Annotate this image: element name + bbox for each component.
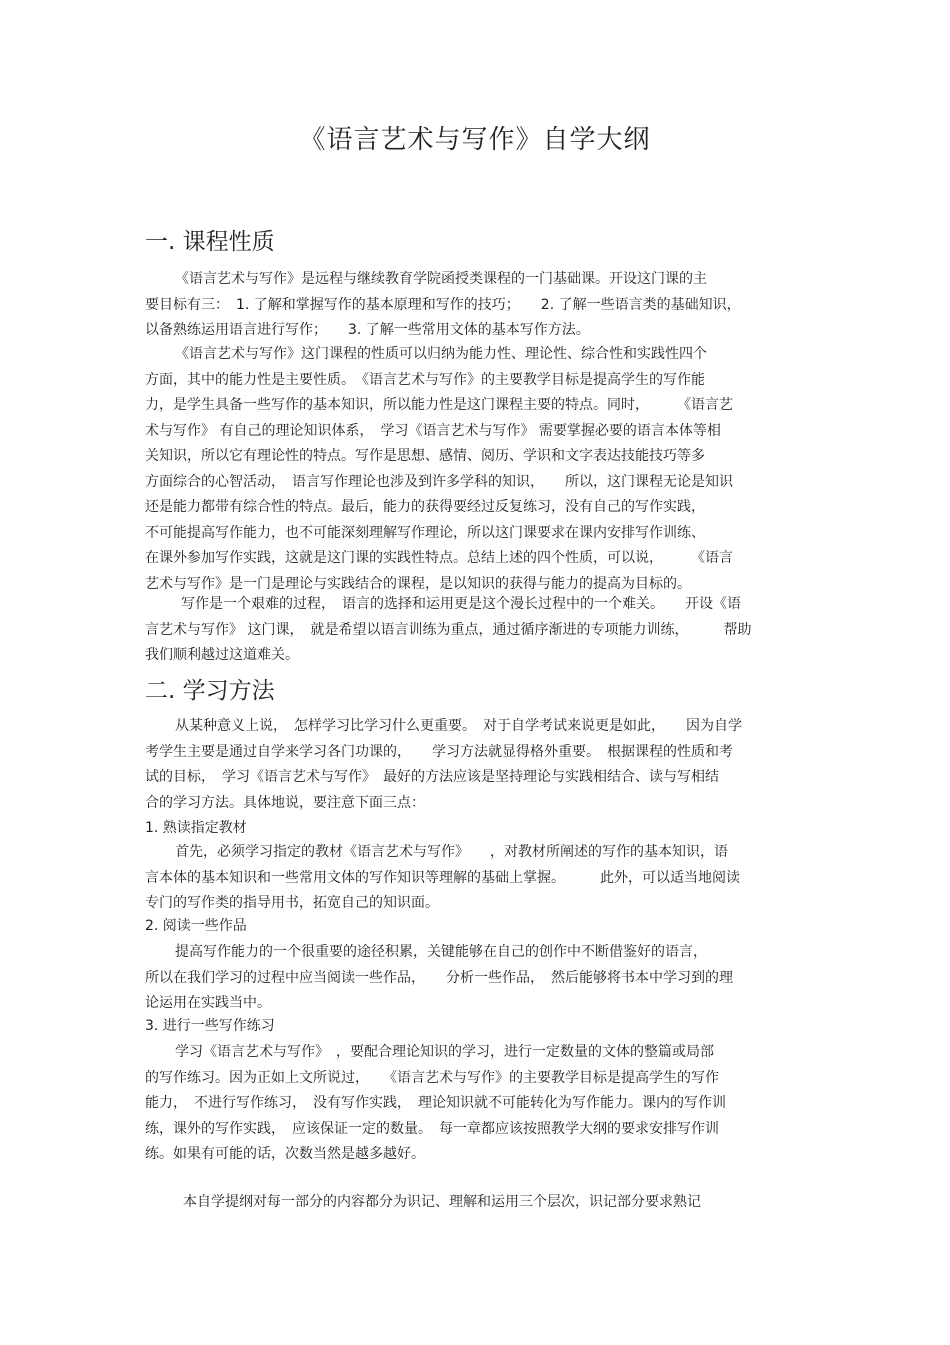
list-item-title-writing-practice: 3. 进行一些写作练习 xyxy=(145,1018,275,1034)
text-line: 学习《语言艺术与写作》 ，要配合理论知识的学习，进行一定数量的文体的整篇或局部 xyxy=(175,1044,714,1060)
text-line: 《语言艺术与写作》这门课程的性质可以归纳为能力性、理论性、综合性和实践性四个 xyxy=(175,346,707,362)
text-line: 写作是一个艰难的过程， 语言的选择和运用更是这个漫长过程中的一个难关。 开设《语 xyxy=(181,596,741,612)
text-line: 我们顺利越过这道难关。 xyxy=(145,647,299,663)
text-line: 以备熟练运用语言进行写作； 3. 了解一些常用文体的基本写作方法。 xyxy=(145,322,590,338)
text-line: 论运用在实践当中。 xyxy=(145,995,271,1011)
paragraph-closing xyxy=(145,1190,805,1216)
paragraph-writing-practice xyxy=(145,1040,805,1168)
text-line: 练。如果有可能的话，次数当然是越多越好。 xyxy=(145,1146,425,1162)
text-line: 所以在我们学习的过程中应当阅读一些作品， 分析一些作品， 然后能够将书本中学习到的理 xyxy=(145,969,733,986)
paragraph-writing-difficulty xyxy=(145,592,805,669)
text-line: 术与写作》 有自己的理论知识体系， 学习《语言艺术与写作》 需要掌握必要的语言本体等相 xyxy=(145,422,721,439)
paragraph-course-properties xyxy=(145,342,805,597)
text-line: 方面综合的心智活动， 语言写作理论也涉及到许多学科的知识， 所以，这门课程无论是知识 xyxy=(145,473,733,490)
text-line: 练，课外的写作实践， 应该保证一定的数量。 每一章都应该按照教学大纲的要求安排写作训 xyxy=(145,1120,719,1137)
text-line: 方面，其中的能力性是主要性质。 《语言艺术与写作》的主要教学目标是提高学生的写作能 xyxy=(145,371,705,388)
text-line: 能力， 不进行写作练习， 没有写作实践， 理论知识就不可能转化为写作能力。课内的写作训 xyxy=(145,1095,726,1111)
text-line: 试的目标， 学习《语言艺术与写作》 最好的方法应该是坚持理论与实践相结合、读与写相结 xyxy=(145,769,719,785)
paragraph-read-works xyxy=(145,940,805,1017)
text-line: 考学生主要是通过自学来学习各门功课的， 学习方法就显得格外重要。 根据课程的性质和考 xyxy=(145,743,733,760)
text-line: 专门的写作类的指导用书，拓宽自己的知识面。 xyxy=(145,895,439,911)
section-heading-study-method: 二. 学习方法 xyxy=(145,678,275,704)
text-line: 关知识，所以它有理论性的特点。写作是思想、感情、阅历、学识和文字表达技能技巧等多 xyxy=(145,448,705,464)
text-line: 还是能力都带有综合性的特点。最后，能力的获得要经过反复练习，没有自己的写作实践， xyxy=(145,499,705,515)
paragraph-read-textbook xyxy=(145,840,805,917)
text-line: 不可能提高写作能力，也不可能深刻理解写作理论，所以这门课要求在课内安排写作训练、 xyxy=(145,524,705,541)
text-line: 言艺术与写作》 这门课， 就是希望以语言训练为重点，通过循序渐进的专项能力训练， 帮助 xyxy=(145,621,752,638)
text-line: 在课外参加写作实践，这就是这门课的实践性特点。总结上述的四个性质，可以说， 《语言 xyxy=(145,550,733,566)
text-line: 《语言艺术与写作》是远程与继续教育学院函授类课程的一门基础课。开设这门课的主 xyxy=(175,271,707,287)
section-heading-course-nature: 一. 课程性质 xyxy=(145,229,275,255)
text-line: 从某种意义上说， 怎样学习比学习什么更重要。 对于自学考试来说更是如此， 因为自学 xyxy=(175,718,742,734)
text-line: 要目标有三： 1. 了解和掌握写作的基本原理和写作的技巧； 2. 了解一些语言类的基础知识， xyxy=(145,296,741,313)
list-item-title-read-works: 2. 阅读一些作品 xyxy=(145,918,247,934)
text-line: 本自学提纲对每一部分的内容都分为识记、理解和运用三个层次，识记部分要求熟记 xyxy=(183,1194,701,1210)
list-item-title-read-textbook: 1. 熟读指定教材 xyxy=(145,820,247,836)
text-line: 力，是学生具备一些写作的基本知识，所以能力性是这门课程主要的特点。同时， 《语言艺 xyxy=(145,397,733,413)
document-title: 《语言艺术与写作》自学大纲 xyxy=(299,125,651,155)
text-line: 首先，必须学习指定的教材《语言艺术与写作》 ，对教材所阐述的写作的基本知识，语 xyxy=(175,844,728,860)
text-line: 提高写作能力的一个很重要的途径积累，关键能够在自己的创作中不断借鉴好的语言， xyxy=(175,944,707,960)
text-line: 合的学习方法。具体地说，要注意下面三点： xyxy=(145,794,425,811)
text-line: 言本体的基本知识和一些常用文体的写作知识等理解的基础上掌握。 此外，可以适当地阅读 xyxy=(145,869,740,886)
text-line: 的写作练习。因为正如上文所说过， 《语言艺术与写作》的主要教学目标是提高学生的写作 xyxy=(145,1069,719,1086)
paragraph-course-intro xyxy=(145,267,805,344)
text-line: 艺术与写作》是一门是理论与实践结合的课程，是以知识的获得与能力的提高为目标的。 xyxy=(145,575,691,592)
paragraph-study-intro xyxy=(145,714,805,816)
